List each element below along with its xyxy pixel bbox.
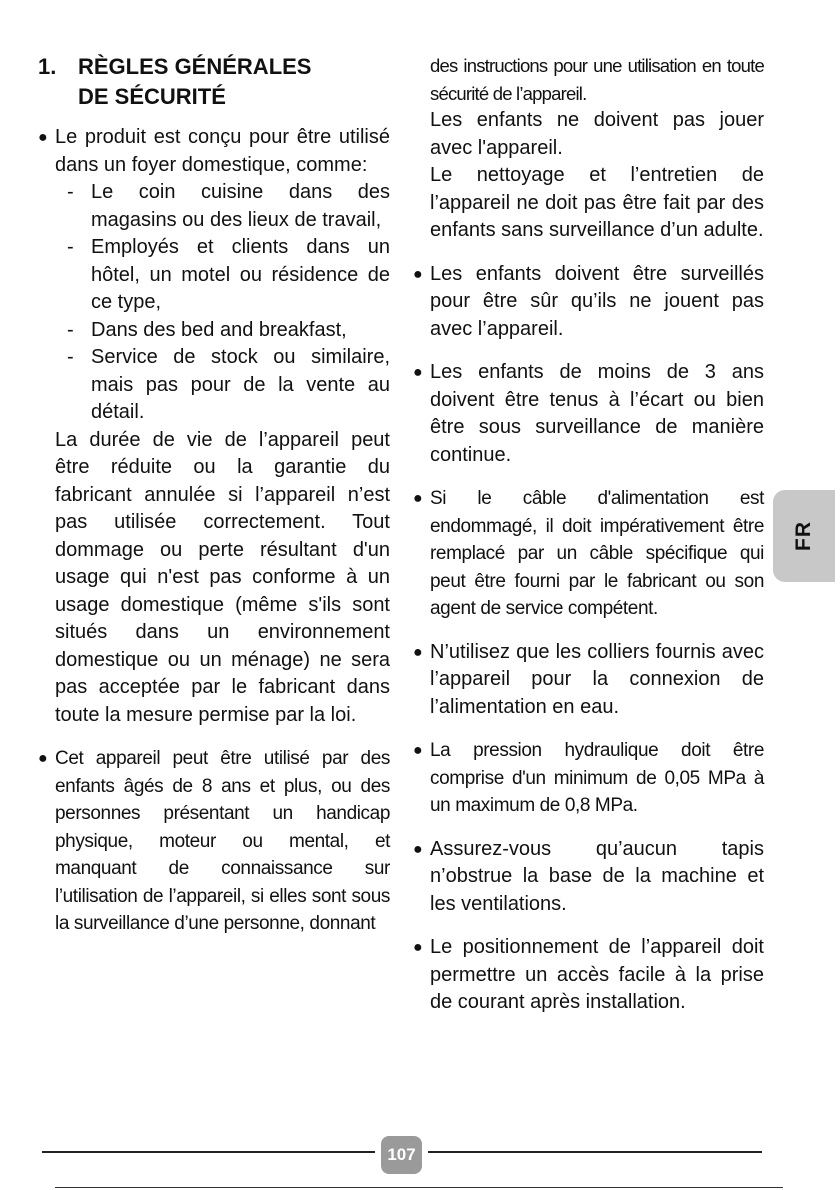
page-number-badge [381,1136,422,1174]
dash-symbol: - [67,236,74,258]
bullet-water-pressure [413,737,764,820]
right-column [413,52,764,1017]
dash-item [38,179,390,234]
continuation-paragraph: des instructions pour une utilisation en toute sécurité de l’appareil. [430,55,764,104]
dash-item [38,317,390,345]
bullet-text: Cet appareil peut être utilisé par des enfants âgés de 8 ans et plus, ou des personnes présentant un handicap physique, moteur ou mental, et manquant de connaissance sur l’utilisation de l’appareil, si elles sont sous la surveillance d’une personne, donnant [55,748,390,934]
bullet-text: La pression hydraulique doit être comprise d'un minimum de 0,05 MPa à un maximum de 0,8 MPa. [430,740,764,816]
footer-rule-left [42,1151,375,1153]
bullet-dot-icon: ● [413,490,423,507]
bullet-children-8-years [38,745,390,938]
dash-symbol: - [67,181,74,203]
dash-symbol: - [67,346,74,368]
left-column [38,52,390,938]
bullet-dot-icon: ● [38,750,48,767]
bullet-hose-clamps [413,639,764,722]
bullet-text: N’utilisez que les colliers fournis avec l’appareil pour la connexion de l’alimentation en eau. [430,640,764,718]
children-play-paragraph: Les enfants ne doivent pas jouer avec l'appareil. [430,109,764,159]
bullet-text: Les enfants doivent être surveillés pour être sûr qu’ils ne jouent pas avec l’appareil. [430,262,764,340]
page-number: 107 [387,1145,416,1164]
bullet-dot-icon: ● [413,643,423,661]
section-number: 1. [38,54,57,79]
bullet-dot-icon: ● [413,840,423,858]
bullet-power-cable [413,485,764,623]
section-heading [38,52,390,112]
language-tab [773,490,835,582]
dash-item-text: Le coin cuisine dans des magasins ou des lieux de travail, [91,181,390,231]
bottom-rule [55,1187,783,1188]
dash-item [38,234,390,317]
bullet-text: Les enfants de moins de 3 ans doivent être tenus à l’écart ou bien être sous surveillance de manière continue. [430,361,764,466]
dash-item-text: Employés et clients dans un hôtel, un motel ou résidence de ce type, [91,236,390,313]
bullet-plug-access [413,934,764,1017]
bullet-carpet [413,836,764,919]
bullet-under-3 [413,359,764,469]
bullet-domestic-use [38,124,390,179]
bullet-text: Le produit est conçu pour être utilisé dans un foyer domestique, comme: [55,126,390,176]
dash-item-text: Service de stock ou similaire, mais pas pour de la vente au détail. [91,346,390,423]
bullet-supervision [413,261,764,344]
dash-item [38,344,390,427]
bullet-text: Si le câble d'alimentation est endommagé, il doit impérativement être remplacé par un câble spécifique qui peut être fourni par le fabricant ou son agent de service compétent. [430,488,764,619]
section-title-line2: DE SÉCURITÉ [78,84,226,109]
lifespan-paragraph: La durée de vie de l’appareil peut être réduite ou la garantie du fabricant annulée si l’appareil n’est pas utilisée correctement. Tout dommage ou perte résultant d'un usage qui n'est pas conforme à un usage domestique (même s'ils sont situés dans un environnement domestique ou un ménage) ne sera pas acceptée par le fabricant dans toute la mesure permise par la loi. [55,428,390,726]
bullet-dot-icon: ● [38,129,48,146]
cleaning-paragraph: Le nettoyage et l’entretien de l’appareil ne doit pas être fait par des enfants sans surveillance d’un adulte. [430,164,764,241]
bullet-text: Le positionnement de l’appareil doit permettre un accès facile à la prise de courant après installation. [430,936,764,1013]
dash-item-text: Dans des bed and breakfast, [91,318,347,341]
bullet-dot-icon: ● [413,364,423,381]
dash-symbol: - [67,318,74,341]
language-tab-label: FR [792,521,815,551]
bullet-dot-icon: ● [413,939,423,956]
bullet-text: Assurez-vous qu’aucun tapis n’obstrue la base de la machine et les ventilations. [430,837,764,915]
footer-rule-right [428,1151,762,1153]
bullet-dot-icon: ● [413,265,423,283]
bullet-dot-icon: ● [413,742,423,759]
section-title-line1: RÈGLES GÉNÉRALES [78,54,312,79]
